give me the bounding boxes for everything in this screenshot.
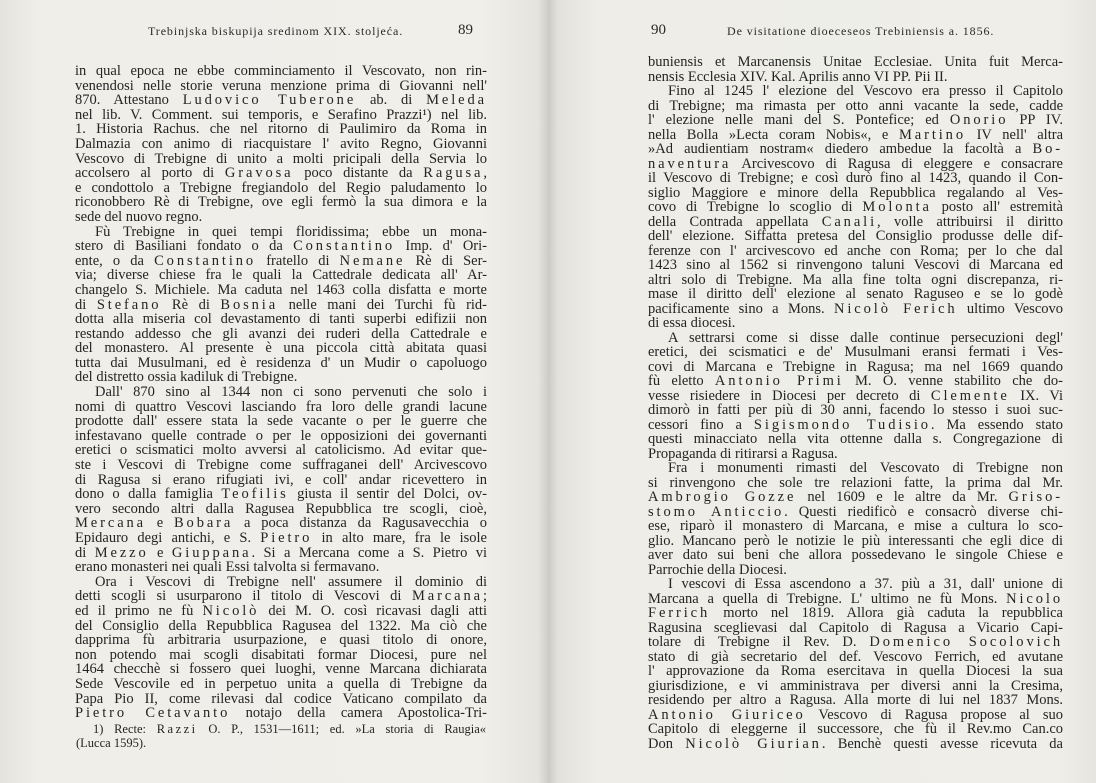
- text-run: Vescovo di Ragusa propose al suo: [805, 706, 1063, 723]
- text-line: [648, 577, 1063, 592]
- text-run: poco distante da: [293, 165, 424, 182]
- text-run: nel 1609 e le altre da Mr.: [796, 489, 1009, 505]
- spaced-name: Giuppana: [171, 544, 252, 561]
- spaced-name: Constantino: [293, 238, 396, 255]
- spaced-name: Canali: [821, 213, 878, 230]
- text-run: venendosi nelle storie veruna menzione prima di Giovanni nell': [75, 77, 487, 94]
- spaced-name: Marcana: [411, 588, 483, 605]
- spaced-name: Stefano: [96, 296, 162, 313]
- text-run: nomi di quattro Vescovi lasciando fra loro delle grandi lacune: [75, 398, 487, 415]
- spaced-name: Razzi: [156, 722, 198, 736]
- text-run: prodotte dall' essere stata la sede vacante o per le guerre che: [75, 413, 487, 430]
- text-line: [75, 546, 487, 561]
- text-line: [648, 548, 1063, 563]
- text-run: notajo della camera Apostolica-Tri-: [230, 705, 488, 722]
- text-run: giusta il sentir del Dolci, ov-: [288, 486, 487, 503]
- text-run: (Lucca 1595).: [76, 736, 147, 750]
- text-line: [75, 458, 487, 473]
- spaced-name: Pietro: [260, 530, 313, 546]
- text-line: [75, 283, 487, 298]
- text-line: [75, 692, 487, 707]
- text-run: glio. Mancano però le notizie le più interessanti che egli dice di: [648, 532, 1063, 549]
- text-line: [75, 137, 487, 152]
- text-run: altri solo di Trebigne. Ma alla fine tolta ogni discrepanza, ri-: [648, 271, 1063, 288]
- spaced-name: Domenico Socolovich: [869, 634, 1064, 650]
- text-run: giurisdizione, e vi amministrava per diversi anni la Cresima,: [648, 677, 1063, 694]
- text-run: pacificamente sino a Mons.: [648, 300, 834, 317]
- text-run: stato di già secretario del def. Vescovo Ferrich, ed avutane: [648, 648, 1063, 665]
- text-run: del monastero. Al presente è una piccola città abitata quasi: [75, 340, 487, 357]
- spaced-name: Ragusa: [423, 165, 484, 182]
- text-line: [75, 268, 487, 283]
- spaced-name: Martino: [898, 126, 966, 143]
- text-line: [75, 210, 487, 225]
- text-run: erano monasteri nei quali Essi talvolta si fermavano.: [75, 559, 380, 576]
- text-line: [648, 418, 1063, 433]
- text-line: [648, 389, 1063, 404]
- footnote: [76, 722, 486, 750]
- text-run: PP IV.: [1008, 112, 1063, 128]
- text-line: [75, 385, 487, 400]
- text-run: I vescovi di Essa ascendono a 37. più a 31, dall' unione di: [668, 576, 1063, 592]
- text-line: [75, 443, 487, 458]
- text-run: infestavano quelle contrade o per le opposizioni dei governanti: [75, 427, 487, 444]
- text-line: [75, 370, 487, 385]
- text-run: M. O. venne stabilito che do-: [843, 373, 1063, 389]
- text-run: detti scogli si usurparono il titolo di Vescovi di: [75, 588, 412, 605]
- text-run: Ragusina sceglievasi dal Capitolo di Ragusa a Vicario Capi-: [648, 619, 1063, 636]
- text-line: [648, 650, 1063, 665]
- text-line: [75, 181, 487, 196]
- text-run: nel lib. V. Comment. sui temporis, e Serafino Prazzi¹) nel lib.: [75, 106, 487, 123]
- page-number: 90: [651, 22, 666, 38]
- text-line: [75, 79, 487, 94]
- text-run: vero secondo altri dalla Ragusea Repubblica tre scogli, cioè,: [75, 500, 487, 517]
- text-run: siglio Maggiore e minore della Repubblica regalando al Ves-: [648, 184, 1063, 201]
- text-run: tolare di Trebigne il Rev. D.: [648, 634, 870, 650]
- spaced-name: Clemente: [930, 387, 1010, 404]
- text-run: e: [148, 544, 172, 561]
- text-run: e condottolo a Trebigne fregiandolo del Regio paludamento lo: [75, 179, 487, 196]
- text-run: riconobbero Rè di Trebigne, ove egli fermò la sua dimora e la: [75, 194, 487, 211]
- text-run: Marcana a quella di Trebigne. L' ultimo ne fù Mons.: [648, 590, 1007, 607]
- text-run: sede del nuovo regno.: [75, 208, 203, 225]
- text-run: via; diverse chiese fra le quali la Cattedrale dedicata all' Ar-: [75, 267, 487, 284]
- text-line: [648, 693, 1063, 708]
- text-run: nensis Ecclesia XIV. Kal. Aprilis anno VI PP. Pii II.: [648, 68, 948, 85]
- text-line: [75, 225, 487, 240]
- text-run: Dall' 870 sino al 1344 non ci sono pervenuti che solo i: [95, 384, 487, 401]
- text-run: dono o dalla famiglia: [75, 486, 222, 503]
- text-run: Papa Pio II, come rilevasi dal codice Vaticano compilato da: [75, 690, 487, 707]
- text-run: Propaganda di ritirarsi a Ragusa.: [648, 445, 838, 462]
- text-line: [648, 621, 1063, 636]
- text-run: di Ragusa si erano rifugiati ivi, e coll' andar ricevettero in: [75, 471, 487, 488]
- text-line: [648, 345, 1063, 360]
- text-line: [75, 122, 487, 137]
- text-run: cessori fino a: [648, 416, 754, 433]
- text-run: aver dato sui beni che allora possedevano le singole Chiese e: [648, 547, 1063, 563]
- text-run: e: [146, 515, 174, 532]
- text-line: [75, 108, 487, 123]
- text-line: [648, 302, 1063, 317]
- text-run: di: [75, 296, 97, 313]
- running-head: De visitatione dioeceseos Trebiniensis a. 1856.: [727, 24, 995, 38]
- text-line: [648, 679, 1063, 694]
- spaced-name: Nemane: [339, 252, 406, 269]
- text-line: [648, 244, 1063, 259]
- text-run: Fino al 1245 l' elezione del Vescovo era presso il Capitolo: [668, 83, 1063, 99]
- body-text: [648, 55, 1063, 751]
- text-line: [75, 312, 487, 327]
- text-line: [648, 128, 1063, 143]
- text-line: [648, 171, 1063, 186]
- spaced-name: Nicolò: [202, 602, 260, 619]
- text-line: [75, 166, 487, 181]
- text-run: Capitolo di eleggerne il successore, che fù il Rev.mo Can.co: [648, 721, 1063, 737]
- spaced-name: Ambrogio Gozze: [648, 489, 797, 505]
- text-line: [648, 447, 1063, 462]
- text-line: [75, 648, 487, 663]
- page-number: 89: [458, 22, 473, 38]
- text-line: [648, 403, 1063, 418]
- spaced-name: Antonio Primi: [714, 373, 844, 389]
- text-run: dell' elezione. Siffatta pretesa del Consiglio produsse delle dif-: [648, 228, 1063, 244]
- text-run: 1) Recte:: [93, 722, 157, 736]
- text-run: residendo per altro a Ragusa. Alla morte di lui nel 1837 Mons.: [648, 692, 1063, 708]
- text-line: [648, 563, 1063, 578]
- text-line: [75, 575, 487, 590]
- spaced-name: Mezzo: [94, 544, 149, 561]
- text-run: ultimo Vescovo: [957, 300, 1063, 317]
- spaced-name: stomo Anticcio: [648, 503, 785, 520]
- text-run: eretici o scismatici molto avversi al catolicismo. Ad evitar que-: [75, 442, 487, 459]
- text-line: [648, 519, 1063, 534]
- text-run: ste i Vescovi di Trebigne come suffraganei dell' Arcivescovo: [75, 457, 487, 474]
- text-run: in alto mare, fra le isole: [312, 530, 487, 546]
- text-run: Dalmazia con animo di riacquistare l' avito Regno, Giovanni: [75, 135, 487, 152]
- spaced-name: Ferrich: [648, 605, 711, 621]
- right-page: [548, 0, 1096, 783]
- text-line: [648, 708, 1063, 723]
- text-run: mase il diritto dell' elezione al senato Raguseo e se lo godè: [648, 286, 1063, 302]
- text-line: [75, 64, 487, 79]
- text-run: Vescovo di Trebigne di unito a molti pricipali della Servia lo: [75, 150, 487, 167]
- spaced-name: Sigismondo Tudisio: [753, 416, 931, 433]
- text-run: ;: [482, 588, 487, 605]
- text-run: changelo S. Michiele. Ma caduta nel 1463 colla disfatta e morte: [75, 281, 487, 298]
- text-line: [648, 505, 1063, 520]
- text-line: [75, 93, 487, 108]
- spaced-name: Ludovico Tuberone: [182, 92, 357, 109]
- text-line: [75, 619, 487, 634]
- text-run: tutta dai Musulmani, ed è residenza d' un Mudir o capoluogo: [75, 354, 487, 371]
- text-line: [648, 84, 1063, 99]
- text-line: [75, 516, 487, 531]
- text-run: di essa diocesi.: [648, 315, 736, 331]
- text-run: . Benchè questi avesse ricevuta da: [821, 735, 1063, 752]
- text-line: [75, 677, 487, 692]
- text-run: in qual epoca ne ebbe comminciamento il Vescovato, non rin-: [75, 63, 487, 79]
- text-line: [75, 239, 487, 254]
- text-line: [648, 606, 1063, 621]
- text-run: fù eletto: [648, 373, 715, 389]
- spaced-name: Teofilis: [221, 486, 289, 503]
- text-line: [648, 186, 1063, 201]
- text-run: stero di Basiliani fondato o da: [75, 238, 294, 255]
- text-run: non potendo mai scogli disabitati formar Diocesi, pure nel: [75, 646, 487, 663]
- text-line: [648, 142, 1063, 157]
- spaced-name: Onorio: [949, 112, 1009, 128]
- text-line: [648, 55, 1063, 70]
- spaced-name: Constantino: [154, 252, 257, 269]
- spaced-name: Molonta: [862, 199, 932, 215]
- text-line: [648, 737, 1063, 752]
- text-run: ente, o da: [75, 252, 155, 269]
- text-run: ferenze con l' arcivescovo ed anche con Roma; per lo che dal: [648, 242, 1063, 259]
- text-run: posto all' estremità: [931, 199, 1063, 215]
- text-line: [75, 356, 487, 371]
- text-run: buniensis et Marcanensis Unitae Ecclesiae. Unita fuit Merca-: [648, 54, 1063, 70]
- text-line: [648, 476, 1063, 491]
- text-run: Arcivescovo di Ragusa di eleggere e consacrare: [731, 155, 1063, 172]
- text-run: . Si a Mercana come a S. Pietro vi: [251, 544, 488, 561]
- text-run: nelle mani dei Turchi fù rid-: [278, 296, 488, 313]
- text-run: Don: [648, 735, 686, 752]
- text-line: [648, 215, 1063, 230]
- spaced-name: Bosnia: [220, 296, 279, 313]
- text-line: [648, 635, 1063, 650]
- text-run: O. P., 1531—1611; ed. »La storia di Raugia«: [197, 722, 486, 736]
- text-line: [648, 664, 1063, 679]
- text-line: [648, 258, 1063, 273]
- text-line: [648, 360, 1063, 375]
- text-line: [75, 487, 487, 502]
- text-line: [75, 502, 487, 517]
- text-line: [75, 414, 487, 429]
- text-run: Sede Vescovile ed in perpetuo unita a quella di Trebigne da: [75, 675, 487, 692]
- text-line: [648, 461, 1063, 476]
- text-line: [75, 327, 487, 342]
- text-line: [76, 736, 486, 750]
- text-run: , volle attribuirsi il diritto: [877, 213, 1063, 230]
- text-run: »Ad audientiam nostram« diedero ambedue la facoltà a: [648, 141, 1033, 157]
- text-run: 1. Historia Rachus. che nel ritorno di Paulimiro da Roma in: [75, 121, 487, 138]
- text-line: [75, 298, 487, 313]
- text-run: di: [75, 544, 95, 561]
- text-line: [648, 287, 1063, 302]
- spaced-name: Gravosa: [224, 165, 294, 182]
- text-line: [648, 70, 1063, 85]
- text-run: l' elezione nelle mani del S. Pontefice; ed: [648, 112, 950, 128]
- text-run: A settrarsi come si disse dalle continue persecuzioni degl': [668, 329, 1063, 346]
- text-run: Ora i Vescovi di Trebigne nell' assumere il dominio di: [95, 573, 487, 590]
- text-line: [75, 429, 487, 444]
- text-line: [648, 331, 1063, 346]
- text-line: [75, 341, 487, 356]
- text-run: il Vescovo di Trebigne; e così durò fino al 1423, quando il Con-: [648, 170, 1063, 186]
- text-line: [75, 706, 487, 721]
- text-line: [648, 229, 1063, 244]
- text-run: ,: [483, 165, 487, 182]
- text-run: vesse risiedere in Diocesi per decreto di: [648, 387, 931, 404]
- spaced-name: Griso-: [1008, 489, 1063, 505]
- text-line: [75, 531, 487, 546]
- text-run: questi minacciato nella vita ottenne dalla s. Congregazione di: [648, 431, 1063, 447]
- text-run: Imp. d' Ori-: [395, 238, 487, 255]
- text-line: [75, 400, 487, 415]
- text-line: [648, 99, 1063, 114]
- text-line: [75, 473, 487, 488]
- text-run: morto nel 1819. Allora già caduta la repubblica: [710, 605, 1063, 621]
- text-run: si rinvengono che sole tre relazioni fatte, la prima dal Mr.: [648, 474, 1063, 491]
- spaced-name: naventura: [648, 155, 732, 172]
- text-line: [648, 157, 1063, 172]
- text-run: della Contrada appellata: [648, 213, 822, 230]
- text-run: 1423 sino al 1562 si rinvengono taluni Vescovi di Marcana ed: [648, 257, 1063, 273]
- text-run: accolsero al porto di: [75, 165, 225, 182]
- text-run: . Ma essendo stato: [930, 416, 1064, 433]
- text-run: Epidauro degi antichi, e S.: [75, 530, 261, 546]
- text-run: dimorò in fatti per più di 30 anni, facendo lo stesso i suoi suc-: [648, 402, 1063, 418]
- book-gutter: [538, 0, 558, 783]
- text-run: covi di Marcana e Trebigne in Ragusa; ma nel 1669 quando: [648, 358, 1063, 375]
- spaced-name: Nicolò Giurian: [685, 735, 822, 752]
- text-line: [648, 432, 1063, 447]
- text-run: l' approvazione da Roma esercitava in quella Diocesi la sua: [648, 663, 1063, 679]
- text-run: restando addesso che gli avanzi dei ruderi della Cattedrale e: [75, 325, 487, 342]
- spaced-name: Pietro Cetavanto: [75, 705, 231, 722]
- spaced-name: Nicolò Ferich: [834, 300, 958, 317]
- text-run: di Trebigne; ma rimasta per otto anni vacante la sede, cadde: [648, 97, 1063, 114]
- text-line: [648, 273, 1063, 288]
- text-line: [648, 316, 1063, 331]
- text-run: Fra i monumenti rimasti del Vescovato di Trebigne non: [668, 460, 1063, 476]
- text-run: Rè di Ser-: [405, 252, 487, 269]
- text-run: ese, riparò il monastero di Marcana, e mise a cultura lo sco-: [648, 518, 1063, 534]
- spaced-name: Mercana: [75, 515, 147, 532]
- text-run: dei M. O. così ricavasi dagli atti: [259, 602, 487, 619]
- text-run: 870. Attestano: [75, 92, 183, 109]
- spaced-name: Meleda: [426, 92, 487, 109]
- text-run: ab. di: [356, 92, 427, 109]
- text-line: [648, 200, 1063, 215]
- text-line: [75, 662, 487, 677]
- text-line: [648, 374, 1063, 389]
- text-line: [75, 560, 487, 575]
- text-run: del distretto ossia kadiluk di Trebigne.: [75, 369, 298, 386]
- text-line: [75, 195, 487, 210]
- text-run: a poca distanza da Ragusavecchia o: [233, 515, 487, 532]
- text-run: del Consiglio della Repubblica Ragusea del 1322. Ma ciò che: [75, 617, 487, 634]
- text-run: 1464 checchè si fossero quei luoghi, venne Marcana dichiarata: [75, 661, 487, 678]
- text-line: [75, 604, 487, 619]
- text-run: ed il primo ne fù: [75, 602, 203, 619]
- text-run: Parrochie della Diocesi.: [648, 561, 787, 578]
- text-line: [648, 534, 1063, 549]
- text-line: [75, 589, 487, 604]
- text-line: [648, 592, 1063, 607]
- spaced-name: Bo-: [1032, 141, 1063, 157]
- text-line: [648, 490, 1063, 505]
- running-head: Trebinjska biskupija sredinom XIX. stoljeća.: [148, 24, 404, 38]
- text-line: [75, 633, 487, 648]
- text-run: eretici, dei scismatici e de' Musulmani eransi fermati i Ves-: [648, 344, 1063, 360]
- text-line: [75, 152, 487, 167]
- text-run: IV nell' altra: [965, 126, 1064, 143]
- text-line: [76, 722, 486, 736]
- spaced-name: Bobara: [173, 515, 234, 532]
- spaced-name: Nicolo: [1006, 590, 1063, 607]
- text-run: IX. Vi: [1009, 387, 1063, 404]
- text-run: fratello di: [256, 252, 340, 269]
- text-run: Rè di: [161, 296, 221, 313]
- spaced-name: Antonio Giuriceo: [648, 706, 806, 723]
- body-text: [75, 64, 487, 721]
- text-line: [75, 254, 487, 269]
- text-run: Fù Trebigne in quei tempi floridissima; ebbe un mona-: [95, 223, 487, 240]
- text-run: covo di Trebigne lo scoglio di: [648, 199, 863, 215]
- text-run: nella Bolla »Lecta coram Nobis«, e: [648, 126, 899, 143]
- text-run: dotta alla miseria col devastamento di tanti superbi edifizii non: [75, 311, 487, 328]
- text-run: . Questi riedificò e consacrò diverse chi-: [784, 503, 1063, 520]
- text-run: dapprima fù arbitraria usurpazione, e quasi titolo di onore,: [75, 632, 487, 649]
- text-line: [648, 113, 1063, 128]
- text-line: [648, 722, 1063, 737]
